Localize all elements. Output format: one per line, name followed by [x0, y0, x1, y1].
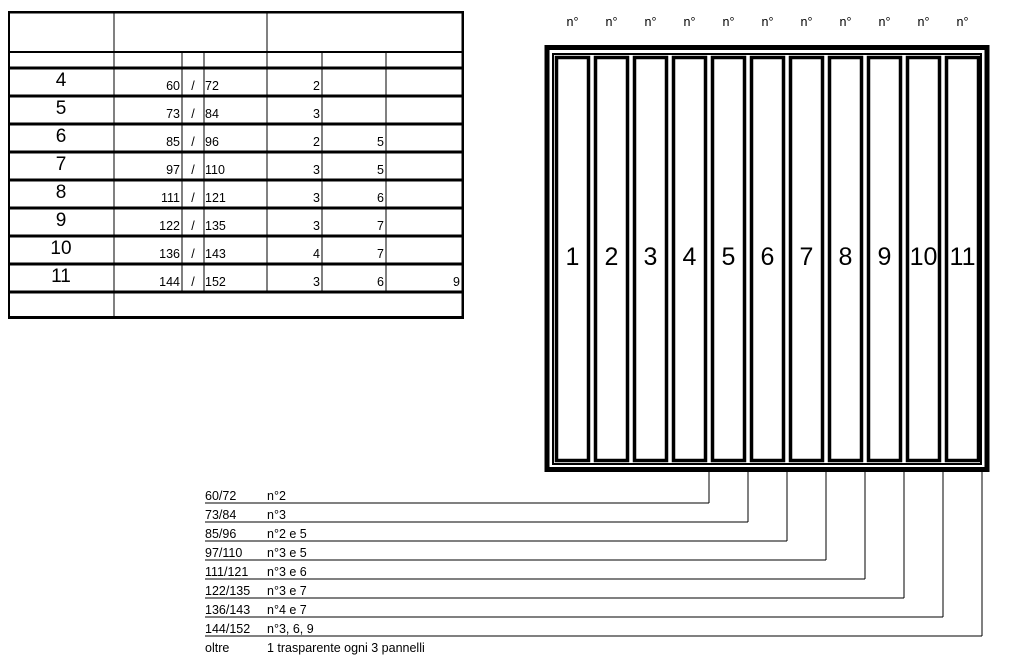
panel-top-label: n°: [839, 15, 852, 29]
panel-number: 8: [838, 243, 853, 271]
total-cell: 6: [55, 126, 67, 147]
total-cell: 11: [51, 266, 71, 287]
panel-top-label: n°: [917, 15, 930, 29]
separator-cell: /: [191, 135, 195, 149]
panel-top-label: n°: [722, 15, 735, 29]
a-cell: 72: [205, 79, 219, 93]
legend-text: 1 trasparente ogni 3 pannelli: [267, 641, 425, 655]
al-n-1-cell: 3: [313, 107, 320, 121]
legend-text: n°4 e 7: [267, 603, 307, 617]
al-n-2-cell: 5: [377, 163, 384, 177]
panel-number: 1: [565, 243, 580, 271]
separator-cell: /: [191, 247, 195, 261]
panel-top-label: n°: [800, 15, 813, 29]
legend-range: 136/143: [205, 603, 251, 617]
panel-number: 3: [643, 243, 658, 271]
panel-number: 2: [604, 243, 619, 271]
legend-text: n°3 e 5: [267, 546, 307, 560]
panel-number: 9: [877, 243, 892, 271]
a-cell: 135: [205, 219, 226, 233]
panel-top-label: n°: [605, 15, 618, 29]
al-n-3-cell: 9: [453, 275, 460, 289]
panel-top-label: n°: [683, 15, 696, 29]
panel-top-label: n°: [644, 15, 657, 29]
legend-range: 144/152: [205, 622, 251, 636]
legend-text: n°3 e 7: [267, 584, 307, 598]
legend-range: 111/121: [205, 565, 249, 579]
panel-number: 7: [799, 243, 814, 271]
separator-cell: /: [191, 191, 195, 205]
total-cell: 8: [55, 182, 67, 203]
legend-range: 85/96: [205, 527, 237, 541]
total-cell: 5: [55, 98, 67, 119]
a-cell: 152: [205, 275, 226, 289]
al-n-1-cell: 3: [313, 191, 320, 205]
al-n-2-cell: 6: [377, 191, 384, 205]
da-cell: 122: [159, 219, 180, 233]
total-cell: 7: [55, 154, 67, 175]
separator-cell: /: [191, 163, 195, 177]
a-cell: 121: [205, 191, 226, 205]
da-cell: 85: [166, 135, 180, 149]
a-cell: 110: [205, 163, 225, 177]
legend-text: n°3 e 6: [267, 565, 307, 579]
al-n-1-cell: 4: [313, 247, 320, 261]
da-cell: 144: [159, 275, 180, 289]
da-cell: 136: [159, 247, 180, 261]
al-n-2-cell: 6: [377, 275, 384, 289]
legend-range: 60/72: [205, 489, 237, 503]
separator-cell: /: [191, 219, 195, 233]
legend-text: n°2 e 5: [267, 527, 307, 541]
legend-range: oltre: [205, 641, 230, 655]
al-n-1-cell: 3: [313, 275, 320, 289]
al-n-2-cell: 7: [377, 247, 384, 261]
legend-range: 73/84: [205, 508, 237, 522]
al-n-2-cell: 7: [377, 219, 384, 233]
a-cell: 84: [205, 107, 219, 121]
da-cell: 73: [166, 107, 180, 121]
panel-top-label: n°: [878, 15, 891, 29]
legend-range: 97/110: [205, 546, 243, 560]
al-n-1-cell: 3: [313, 219, 320, 233]
separator-cell: /: [191, 107, 195, 121]
total-cell: 10: [50, 238, 72, 259]
da-cell: 97: [166, 163, 180, 177]
al-n-2-cell: 5: [377, 135, 384, 149]
a-cell: 143: [205, 247, 226, 261]
panel-number: 5: [721, 243, 736, 271]
total-cell: 9: [55, 210, 67, 231]
a-cell: 96: [205, 135, 219, 149]
legend-text: n°2: [267, 489, 286, 503]
panel-top-label: n°: [761, 15, 774, 29]
panel-top-label: n°: [566, 15, 579, 29]
legend-text: n°3: [267, 508, 286, 522]
panel-number: 6: [760, 243, 775, 271]
al-n-1-cell: 2: [313, 79, 320, 93]
da-cell: 111: [160, 191, 180, 205]
total-cell: 4: [55, 70, 67, 91]
separator-cell: /: [191, 79, 195, 93]
al-n-1-cell: 3: [313, 163, 320, 177]
panel-number: 10: [909, 243, 938, 271]
al-n-1-cell: 2: [313, 135, 320, 149]
separator-cell: /: [191, 275, 195, 289]
panel-number: 4: [682, 243, 697, 271]
da-cell: 60: [166, 79, 180, 93]
legend-text: n°3, 6, 9: [267, 622, 314, 636]
panel-number: 11: [949, 243, 976, 271]
panel-top-label: n°: [956, 15, 969, 29]
legend-range: 122/135: [205, 584, 251, 598]
